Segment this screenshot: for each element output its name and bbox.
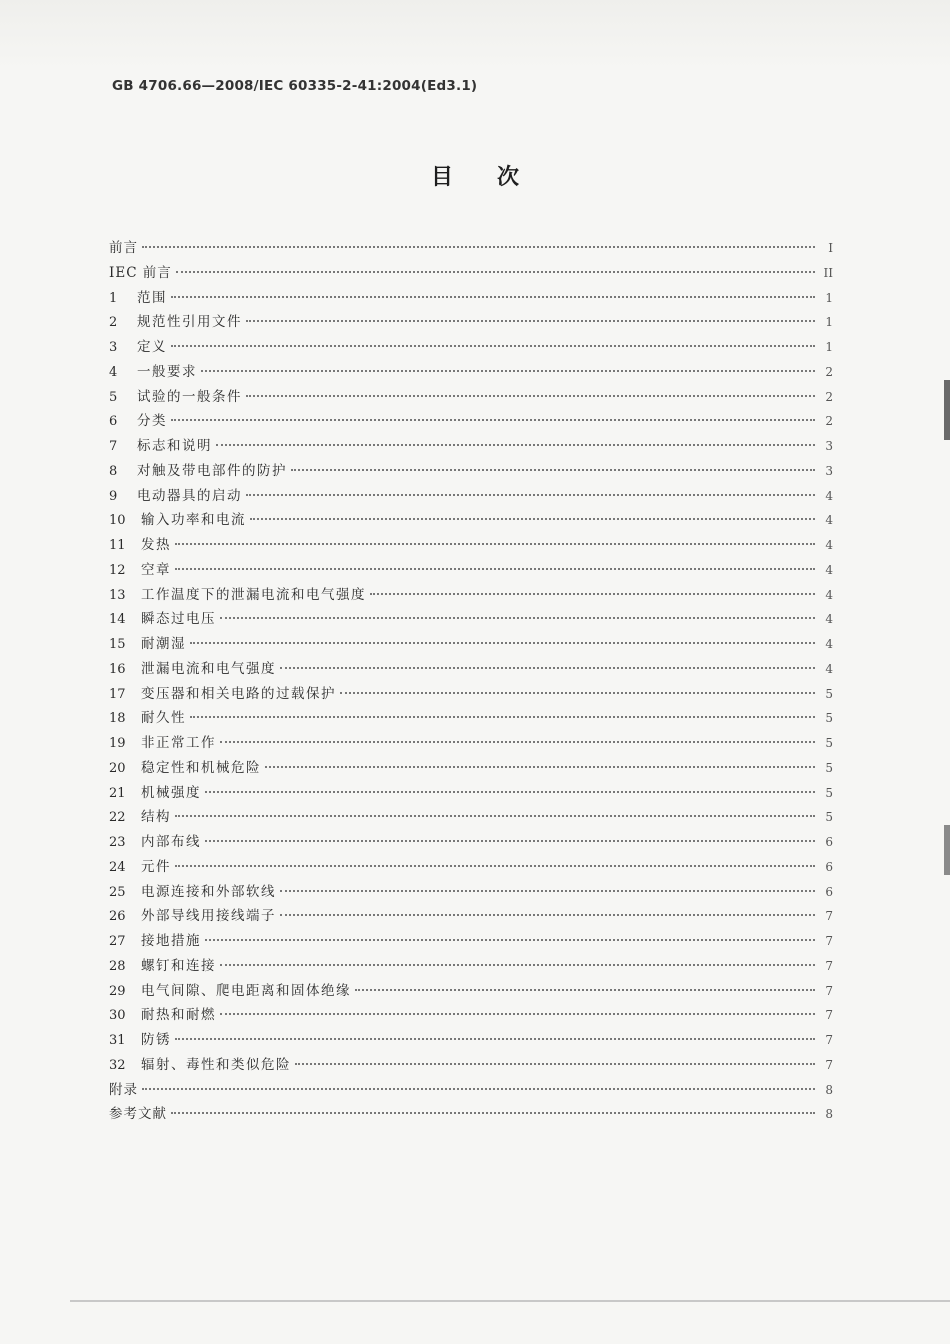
dot-leader [175,543,815,545]
toc-entry[interactable] [109,855,833,880]
toc-entry-label: 防锈 [141,1032,171,1048]
toc-entry-page: 8 [825,1082,833,1097]
toc-entry[interactable] [109,731,833,756]
dot-leader [216,444,815,446]
toc-entry-label: 标志和说明 [137,438,212,454]
toc-entry[interactable] [109,632,833,657]
toc-entry[interactable] [109,385,833,410]
toc-entry[interactable] [109,1003,833,1028]
toc-entry[interactable] [109,310,833,335]
toc-entry-label: 外部导线用接线端子 [141,908,276,925]
toc-entry-page: 5 [825,760,833,775]
toc-entry-page: 6 [825,835,833,849]
dot-leader [142,1088,815,1090]
toc-entry-page: 2 [825,389,833,404]
dot-leader [175,568,815,570]
toc-entry-page: 8 [825,1107,833,1122]
toc-entry-label: 工作温度下的泄漏电流和电气强度 [141,586,366,603]
toc-entry-label: 辐射、毒性和类似危险 [141,1056,291,1073]
toc-entry-page: 1 [825,340,833,354]
toc-entry-page: 7 [825,1033,833,1047]
toc-entry-label: 对触及带电部件的防护 [137,462,287,479]
dot-leader [175,815,815,817]
toc-entry[interactable] [109,459,833,484]
toc-entry[interactable] [109,360,833,385]
toc-entry[interactable] [109,830,833,855]
toc-entry[interactable] [109,781,833,806]
toc-entry-number: 14 [109,612,126,628]
toc-entry[interactable] [109,1053,833,1078]
toc-entry-label: 机械强度 [141,784,201,801]
toc-entry[interactable] [109,904,833,929]
toc-entry-page: 5 [825,810,833,825]
toc-entry-page: 2 [825,364,833,379]
toc-entry-number: 18 [109,711,126,727]
toc-entry[interactable] [109,756,833,781]
toc-entry[interactable] [109,682,833,707]
toc-entry[interactable] [109,236,833,261]
toc-entry-label: 前言 [109,240,138,256]
toc-entry-label: 耐潮湿 [141,636,186,652]
toc-entry-page: 1 [825,290,833,305]
dot-leader [220,741,815,743]
toc-entry-page: 4 [825,538,833,552]
toc-entry-number: 4 [109,364,118,380]
toc-entry-page: 4 [825,661,833,676]
toc-entry[interactable] [109,805,833,830]
standard-code-header: GB 4706.66—2008/IEC 60335-2-41:2004(Ed3.1) [112,78,478,94]
toc-entry-number: 6 [109,414,118,430]
dot-leader [265,766,815,768]
toc-entry-label: 范围 [137,289,167,306]
toc-entry[interactable] [109,706,833,731]
toc-entry-label: 规范性引用文件 [137,314,242,331]
toc-entry[interactable] [109,409,833,434]
toc-entry-number: 1 [109,290,118,306]
toc-entry-number: 22 [109,810,126,826]
dot-leader [246,320,815,322]
toc-entry-label: 附录 [109,1081,138,1098]
toc-entry-page: 5 [825,686,833,701]
dot-leader [280,667,815,669]
toc-entry-page: 4 [825,587,833,602]
toc-entry-label: 接地措施 [141,933,201,949]
toc-entry[interactable] [109,954,833,979]
toc-entry-page: I [828,241,833,255]
toc-entry-number: 5 [109,389,118,405]
toc-entry[interactable] [109,335,833,360]
toc-entry-page: 7 [825,909,833,924]
dot-leader [355,989,815,991]
dot-leader [205,791,815,793]
toc-entry-number: 31 [109,1033,126,1048]
toc-entry-page: 7 [825,1057,833,1072]
toc-entry-number: 24 [109,859,126,875]
toc-entry[interactable] [109,880,833,905]
toc-entry-page: 6 [825,859,833,874]
toc-entry-page: 4 [825,488,833,503]
toc-entry-number: 20 [109,760,126,776]
toc-entry[interactable] [109,484,833,509]
toc-entry-number: 30 [109,1008,126,1024]
toc-entry[interactable] [109,607,833,632]
dot-leader [250,518,815,520]
toc-entry-label: 元件 [141,858,171,875]
toc-entry[interactable] [109,1028,833,1053]
dot-leader [280,914,815,916]
dot-leader [220,1013,815,1015]
toc-entry-number: 21 [109,785,126,801]
toc-entry-number: 3 [109,340,118,355]
toc-entry-number: 32 [109,1057,126,1073]
dot-leader [171,1112,815,1114]
toc-entry-page: 7 [825,1008,833,1023]
toc-entry[interactable] [109,979,833,1004]
toc-entry-page: 6 [825,884,833,899]
toc-entry-page: 3 [825,463,833,478]
toc-entry-number: 28 [109,958,126,974]
toc-entry-page: 1 [825,315,833,330]
dot-leader [205,939,815,941]
scan-edge-line [70,1300,950,1302]
toc-entry-label: 参考文献 [109,1106,167,1123]
toc-entry-label: 耐久性 [141,710,186,727]
toc-entry-page: 7 [825,934,833,948]
dot-leader [176,271,815,273]
toc-entry-page: II [823,265,833,280]
toc-entry[interactable] [109,583,833,608]
dot-leader [295,1063,815,1065]
toc-entry-label: 试验的一般条件 [137,388,242,405]
dot-leader [171,345,815,347]
toc-entry-page: 4 [825,562,833,577]
toc-entry-label: 非正常工作 [141,735,216,751]
toc-entry-page: 4 [825,637,833,651]
toc-entry-number: 12 [109,562,126,578]
dot-leader [220,617,815,619]
dot-leader [246,395,815,397]
toc-entry[interactable] [109,286,833,311]
toc-entry[interactable] [109,434,833,459]
toc-entry-page: 4 [825,612,833,627]
toc-entry-number: 8 [109,463,118,479]
dot-leader [291,469,815,471]
toc-entry-label: 泄漏电流和电气强度 [141,660,276,677]
scan-edge-mark [944,380,950,440]
toc-entry[interactable] [109,261,833,286]
dot-leader [142,246,815,248]
toc-entry-number: 23 [109,835,126,850]
dot-leader [171,419,815,421]
dot-leader [220,964,815,966]
toc-entry-label: 螺钉和连接 [141,957,216,974]
toc-entry-page: 7 [825,958,833,973]
toc-entry-label: 电气间隙、爬电距离和固体绝缘 [141,982,351,999]
toc-entry[interactable] [109,1102,833,1127]
toc-entry-label: 内部布线 [141,834,201,850]
toc-entry[interactable] [109,508,833,533]
scan-edge-mark [944,825,950,875]
toc-entry-label: IEC 前言 [109,264,172,281]
toc-entry[interactable] [109,558,833,583]
scan-shadow [0,0,950,70]
toc-entry-label: 变压器和相关电路的过载保护 [141,685,336,702]
toc-entry-label: 发热 [141,537,171,553]
toc-entry-number: 15 [109,637,126,652]
dot-leader [201,370,815,372]
toc-entry-number: 13 [109,587,126,603]
dot-leader [205,840,815,842]
toc-entry-label: 一般要求 [137,363,197,380]
toc-entry-number: 19 [109,736,126,751]
toc-entry-number: 16 [109,661,126,677]
toc-entry-label: 分类 [137,413,167,430]
page-title: 目次 [430,165,563,190]
toc-entry-number: 29 [109,983,126,999]
toc-entry-label: 瞬态过电压 [141,611,216,628]
toc-entry[interactable] [109,929,833,954]
toc-entry-page: 7 [825,983,833,998]
dot-leader [175,1038,815,1040]
toc-entry-number: 25 [109,884,126,900]
toc-entry[interactable] [109,533,833,558]
toc-entry-number: 27 [109,934,126,949]
dot-leader [370,593,815,595]
dot-leader [246,494,815,496]
toc-entry-label: 输入功率和电流 [141,512,246,529]
toc-entry-page: 4 [825,513,833,528]
dot-leader [171,296,815,298]
toc-entry-page: 3 [825,439,833,453]
dot-leader [190,642,815,644]
toc-entry-number: 2 [109,315,118,331]
table-of-contents [109,236,833,1127]
toc-entry-number: 7 [109,439,118,454]
toc-entry-number: 11 [109,538,126,553]
toc-entry-label: 电动器具的启动 [137,487,242,504]
toc-entry-label: 结构 [141,809,171,826]
toc-entry-page: 2 [825,414,833,429]
toc-entry-label: 耐热和耐燃 [141,1007,216,1024]
toc-entry[interactable] [109,657,833,682]
toc-entry-page: 5 [825,736,833,750]
dot-leader [280,890,815,892]
dot-leader [175,865,815,867]
toc-entry[interactable] [109,1078,833,1103]
dot-leader [340,692,815,694]
toc-entry-label: 空章 [141,561,171,578]
toc-entry-label: 定义 [137,339,167,355]
dot-leader [190,716,815,718]
toc-entry-number: 26 [109,909,126,925]
toc-entry-number: 9 [109,488,118,504]
toc-entry-label: 电源连接和外部软线 [141,883,276,900]
toc-entry-number: 17 [109,686,126,702]
toc-entry-label: 稳定性和机械危险 [141,759,261,776]
toc-entry-page: 5 [825,785,833,800]
toc-entry-page: 5 [825,711,833,726]
toc-entry-number: 10 [109,513,126,529]
